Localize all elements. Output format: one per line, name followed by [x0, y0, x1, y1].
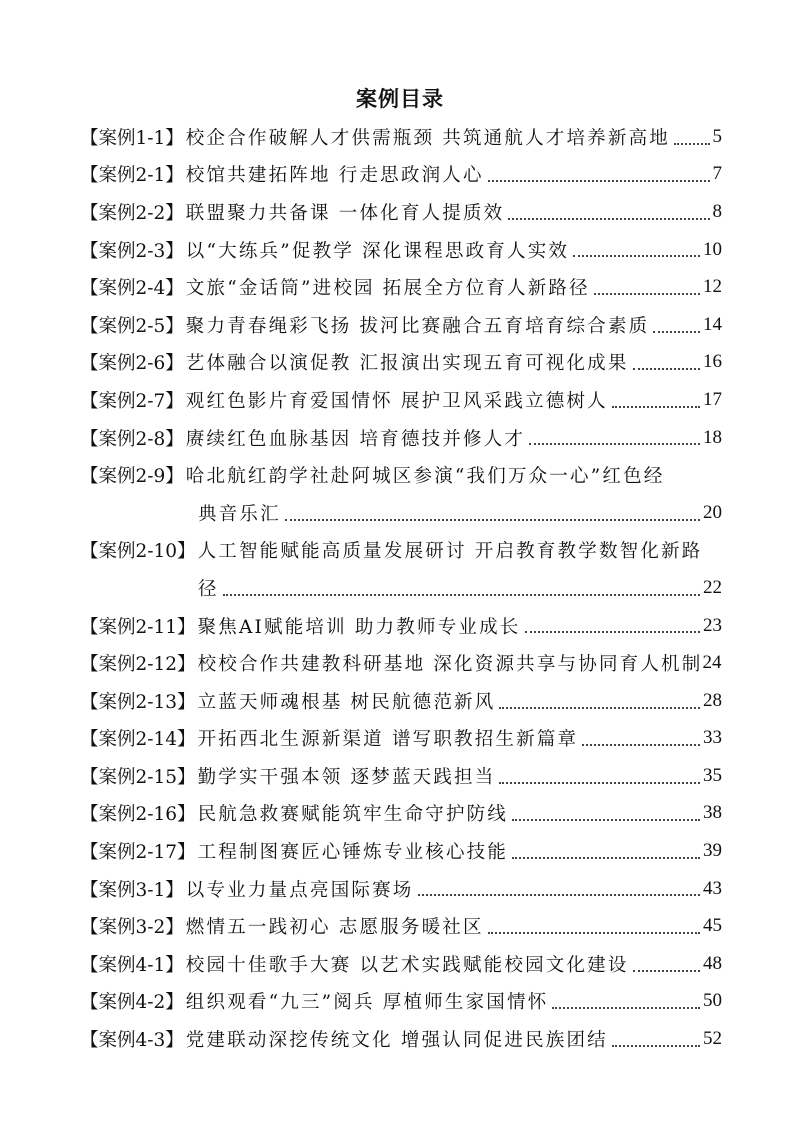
case-title: 哈北航红韵学社赴阿城区参演“我们万众一心”红色经 [185, 466, 665, 488]
case-title: 立蓝天师魂根基 树民航德范新风 [197, 691, 496, 713]
page-number: 50 [703, 990, 722, 1012]
case-title: 聚焦AI赋能培训 助力教师专业成长 [197, 616, 521, 638]
toc-entry-2-9-continuation[interactable] [80, 494, 722, 532]
case-title: 以专业力量点亮国际赛场 [185, 879, 414, 901]
dot-leader [612, 405, 700, 408]
dot-leader [582, 743, 700, 746]
case-title: 校校合作共建教科研基地 深化资源共享与协同育人机制 [197, 654, 703, 676]
case-title: 联盟聚力共备课 一体化育人提质效 [185, 202, 505, 224]
toc-entry-2-6[interactable] [80, 344, 722, 382]
case-title: 艺体融合以演促教 汇报演出实现五育可视化成果 [185, 353, 629, 375]
dot-leader [525, 630, 700, 633]
page-number: 52 [703, 1028, 722, 1050]
page-number: 33 [703, 727, 722, 749]
case-label: 【案例3-1】 [80, 879, 184, 901]
case-title: 观红色影片育爱国情怀 展护卫风采践立德树人 [185, 390, 608, 412]
page-number: 22 [703, 576, 722, 598]
case-title: 燃情五一践初心 志愿服务暖社区 [185, 917, 484, 939]
toc-entry-2-8[interactable] [80, 419, 722, 457]
toc-entry-4-3[interactable] [80, 1020, 722, 1058]
case-title: 党建联动深挖传统文化 增强认同促进民族团结 [185, 1030, 608, 1052]
toc-entry-2-3[interactable] [80, 231, 722, 269]
case-label: 【案例4-1】 [80, 954, 184, 976]
case-title: 组织观看“九三”阅兵 厚植师生家国情怀 [185, 992, 549, 1014]
page-number: 8 [712, 200, 722, 222]
case-label: 【案例2-6】 [80, 353, 184, 375]
toc-entry-2-13[interactable] [80, 682, 722, 720]
case-title: 人工智能赋能高质量发展研讨 开启教育教学数智化新路 [197, 541, 703, 563]
case-title: 勤学实干强本领 逐梦蓝天践担当 [197, 766, 496, 788]
case-label: 【案例2-13】 [80, 691, 196, 713]
case-title: 校园十佳歌手大赛 以艺术实践赋能校园文化建设 [185, 954, 629, 976]
case-label: 【案例2-7】 [80, 390, 184, 412]
dot-leader [633, 367, 700, 370]
page-number: 45 [703, 915, 722, 937]
page-number: 5 [712, 125, 722, 147]
page-number: 35 [703, 764, 722, 786]
page-number: 20 [703, 501, 722, 523]
case-title: 赓续红色血脉基因 培育德技并修人才 [185, 428, 526, 450]
case-label: 【案例1-1】 [80, 127, 184, 149]
case-label: 【案例2-9】 [80, 466, 184, 488]
dot-leader [512, 856, 700, 859]
toc-entry-3-2[interactable] [80, 907, 722, 945]
toc-entry-2-17[interactable] [80, 832, 722, 870]
page-number: 10 [703, 238, 722, 260]
dot-leader [552, 1006, 700, 1009]
dot-leader [488, 179, 710, 182]
dot-leader [573, 254, 700, 257]
page-number: 18 [703, 426, 722, 448]
page-number: 23 [703, 614, 722, 636]
page-number: 7 [712, 163, 722, 185]
dot-leader [285, 518, 700, 521]
page-number: 48 [703, 952, 722, 974]
case-label: 【案例2-3】 [80, 240, 184, 262]
case-label: 【案例2-5】 [80, 315, 184, 337]
case-label: 【案例2-8】 [80, 428, 184, 450]
case-title: 开拓西北生源新渠道 谱写职教招生新篇章 [197, 729, 579, 751]
dot-leader [653, 330, 700, 333]
case-label: 【案例2-17】 [80, 842, 196, 864]
case-label: 【案例4-3】 [80, 1030, 184, 1052]
table-of-contents [80, 118, 722, 1058]
dot-leader [499, 781, 700, 784]
page-number: 43 [703, 877, 722, 899]
page-number: 28 [703, 689, 722, 711]
case-label: 【案例2-14】 [80, 729, 196, 751]
dot-leader [512, 818, 700, 821]
toc-entry-3-1[interactable] [80, 870, 722, 908]
dot-leader [508, 217, 709, 220]
case-title: 以“大练兵”促教学 深化课程思政育人实效 [185, 240, 570, 262]
toc-entry-2-12[interactable] [80, 644, 740, 682]
case-label: 【案例2-4】 [80, 278, 184, 300]
toc-entry-2-2[interactable] [80, 193, 722, 231]
toc-entry-2-15[interactable] [80, 757, 722, 795]
dot-leader [418, 893, 701, 896]
page-number: 14 [703, 313, 722, 335]
toc-entry-2-9[interactable] [80, 456, 722, 494]
toc-entry-2-5[interactable] [80, 306, 722, 344]
dot-leader [633, 969, 700, 972]
toc-entry-4-1[interactable] [80, 945, 722, 983]
toc-entry-2-1[interactable] [80, 156, 722, 194]
toc-entry-1-1[interactable] [80, 118, 722, 156]
case-title: 聚力青春绳彩飞扬 拔河比赛融合五育培育综合素质 [185, 315, 650, 337]
page-title: 案例目录 [356, 87, 444, 111]
case-title-continuation: 典音乐汇 [198, 503, 281, 525]
case-title: 民航急救赛赋能筑牢生命守护防线 [197, 804, 509, 826]
page-number: 12 [703, 276, 722, 298]
dot-leader [499, 706, 700, 709]
case-label: 【案例3-2】 [80, 917, 184, 939]
dot-leader [223, 593, 700, 596]
case-label: 【案例4-2】 [80, 992, 184, 1014]
dot-leader [612, 1044, 700, 1047]
case-title: 校馆共建拓阵地 行走思政润人心 [185, 165, 484, 187]
toc-entry-2-7[interactable] [80, 381, 722, 419]
case-title-continuation: 径 [198, 578, 219, 600]
case-label: 【案例2-1】 [80, 165, 184, 187]
toc-entry-2-16[interactable] [80, 795, 722, 833]
case-label: 【案例2-16】 [80, 804, 196, 826]
page-number: 17 [703, 388, 722, 410]
page-number: 39 [703, 840, 722, 862]
dot-leader [529, 442, 700, 445]
toc-entry-2-11[interactable] [80, 607, 722, 645]
case-label: 【案例2-11】 [80, 616, 196, 638]
page-number: 38 [703, 802, 722, 824]
case-title: 工程制图赛匠心锤炼专业核心技能 [197, 842, 509, 864]
case-label: 【案例2-10】 [80, 541, 196, 563]
case-title: 文旅“金话筒”进校园 拓展全方位育人新路径 [185, 278, 590, 300]
dot-leader [488, 931, 700, 934]
toc-entry-4-2[interactable] [80, 983, 722, 1021]
toc-entry-2-10[interactable] [80, 532, 722, 570]
case-label: 【案例2-12】 [80, 654, 196, 676]
toc-entry-2-4[interactable] [80, 268, 722, 306]
page-number: 16 [703, 351, 722, 373]
dot-leader [594, 292, 700, 295]
case-label: 【案例2-2】 [80, 202, 184, 224]
toc-entry-2-14[interactable] [80, 720, 722, 758]
dot-leader [674, 142, 710, 145]
page-number: 24 [702, 652, 722, 674]
case-title: 校企合作破解人才供需瓶颈 共筑通航人才培养新高地 [185, 127, 670, 149]
case-label: 【案例2-15】 [80, 766, 196, 788]
toc-entry-2-10-continuation[interactable] [80, 569, 722, 607]
